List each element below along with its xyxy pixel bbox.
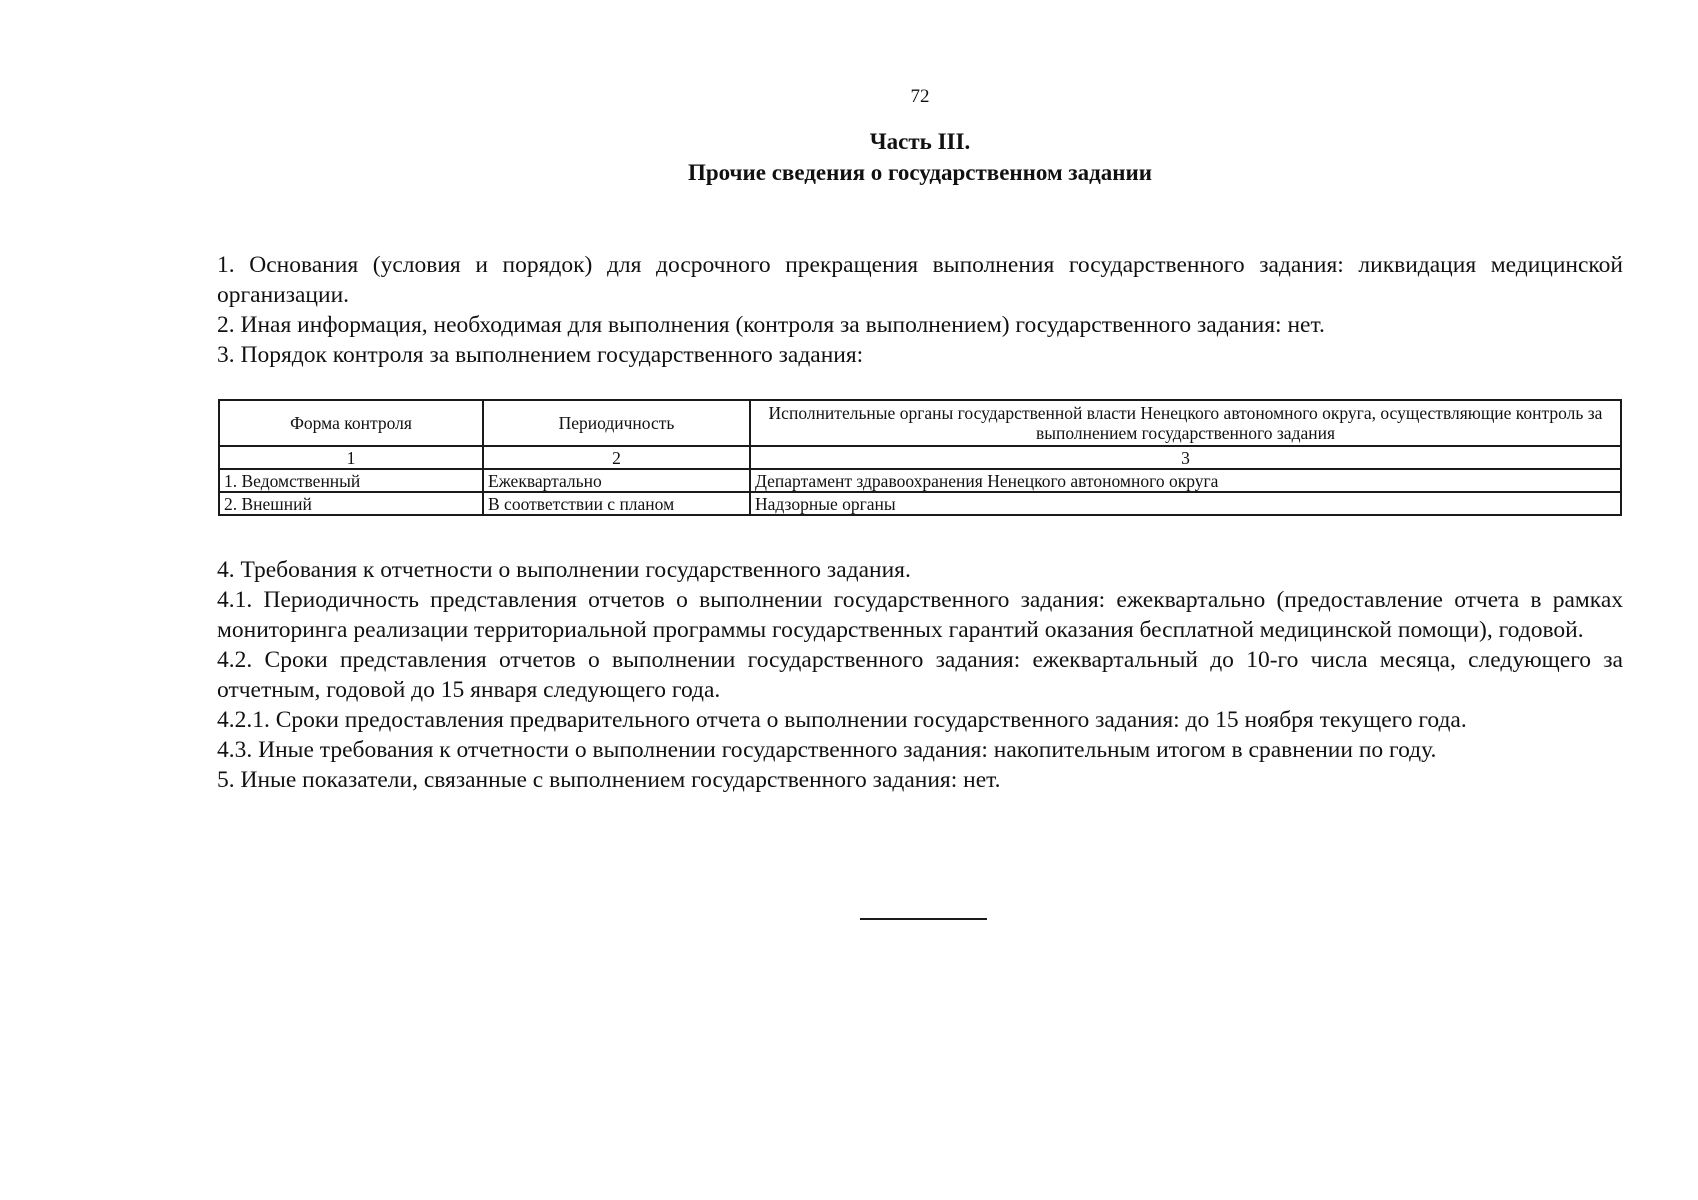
table-cell: В соответствии с планом: [483, 492, 750, 515]
table-cell: Ежеквартально: [483, 469, 750, 492]
part-subtitle: Прочие сведения о государственном задании: [687, 160, 1153, 185]
table-cell: 2. Внешний: [219, 492, 483, 515]
column-number: 3: [750, 446, 1621, 469]
report-item-4: 4. Требования к отчетности о выполнении государственного задания.: [217, 557, 911, 583]
table-row: [219, 492, 1621, 515]
report-item-4-2-1: 4.2.1. Сроки предоставления предварительного отчета о выполнении государственного задания: до 15 ноября текущего года.: [217, 707, 1467, 733]
intro-section: [217, 250, 1623, 370]
column-number: 1: [219, 446, 483, 469]
report-item-4-1: 4.1. Периодичность представления отчетов о выполнении государственного задания: ежеквартально (предоставление отчета в рамках мониторинга реализации территориальной программы государственных гарантий оказания бесплатной медицинской помощи), годовой.: [217, 587, 1623, 643]
column-number-row: [219, 446, 1621, 469]
intro-item-2: 2. Иная информация, необходимая для выполнения (контроля за выполнением) государственного задания: нет.: [217, 312, 1325, 338]
page-number: 72: [910, 86, 930, 107]
control-table: [218, 399, 1622, 516]
table-cell: 1. Ведомственный: [219, 469, 483, 492]
part-title: Часть III.: [869, 129, 971, 154]
end-rule: [860, 918, 987, 920]
column-number: 2: [483, 446, 750, 469]
table-row: [219, 469, 1621, 492]
intro-item-1: 1. Основания (условия и порядок) для досрочного прекращения выполнения государственного задания: ликвидация медицинской организации.: [217, 252, 1623, 308]
header-control-form: Форма контроля: [219, 400, 483, 446]
report-item-5: 5. Иные показатели, связанные с выполнением государственного задания: нет.: [217, 767, 1001, 793]
table-cell: Надзорные органы: [750, 492, 1621, 515]
header-authorities: Исполнительные органы государственной власти Ненецкого автономного округа, осуществляющие контроль за выполнением государственного задания: [750, 400, 1621, 446]
reporting-section: [217, 555, 1623, 795]
table-cell: Департамент здравоохранения Ненецкого автономного округа: [750, 469, 1621, 492]
header-periodicity: Периодичность: [483, 400, 750, 446]
report-item-4-2: 4.2. Сроки представления отчетов о выполнении государственного задания: ежеквартальный до 10-го числа месяца, следующего за отчетным, годовой до 15 января следующего года.: [217, 647, 1623, 703]
report-item-4-3: 4.3. Иные требования к отчетности о выполнении государственного задания: накопительным итогом в сравнении по году.: [217, 737, 1437, 763]
intro-item-3: 3. Порядок контроля за выполнением государственного задания:: [217, 342, 864, 368]
table-header-row: [219, 400, 1621, 446]
